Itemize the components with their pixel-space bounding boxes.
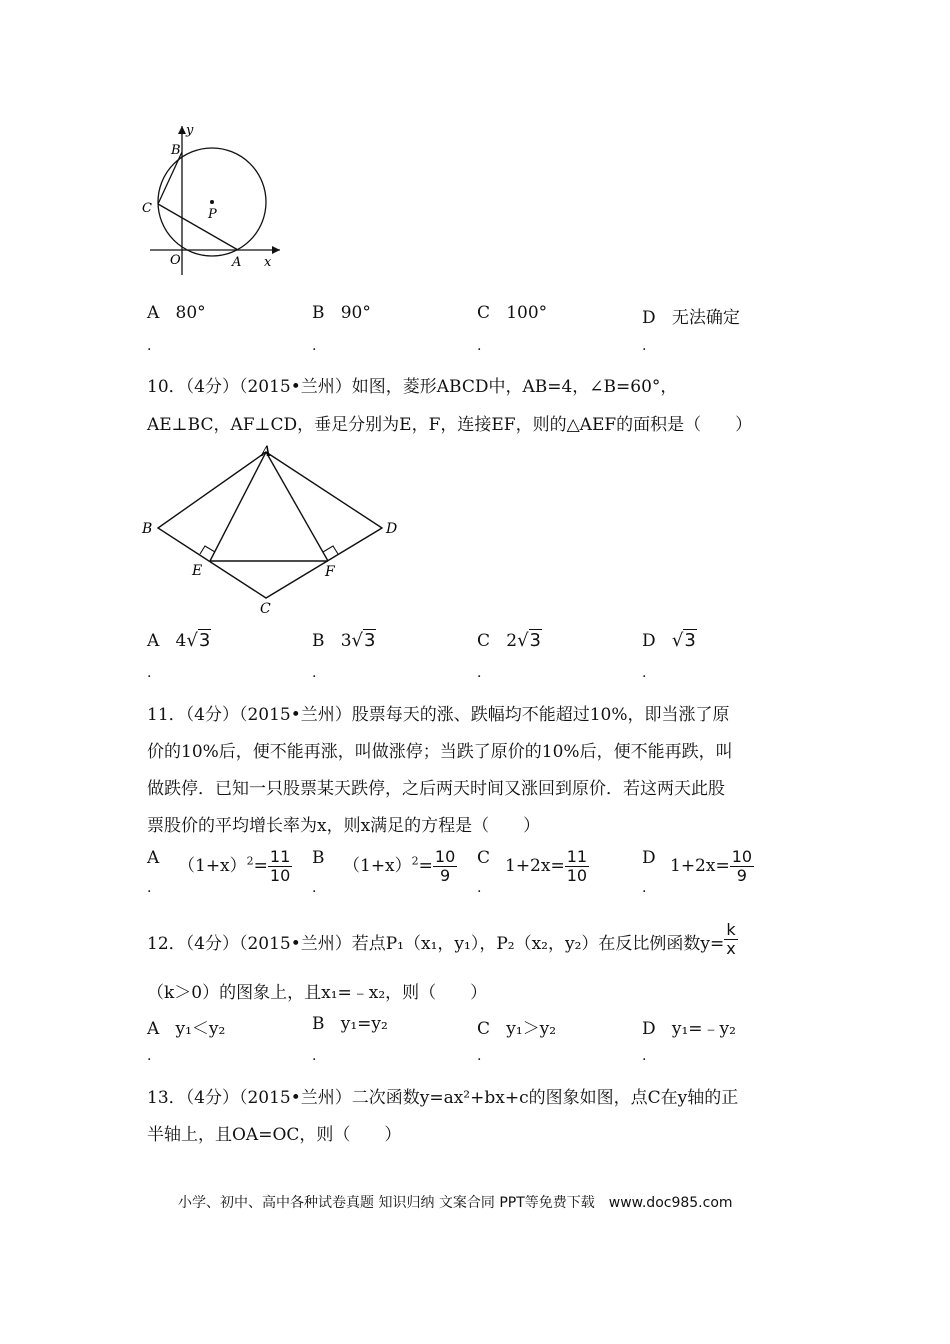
q11-line2: 价的10%后，便不能再涨，叫做涨停；当跌了原价的10%后，便不能再跌，叫	[147, 742, 733, 762]
q12-option-d: D y₁=﹣y₂	[642, 1019, 736, 1039]
q11-option-c: 1+2x= $\frac{11}{10}$	[505, 847, 588, 885]
q11-option-b: $(1+x)^2=$ $\frac{10}{9}$	[343, 847, 456, 885]
q9-label-P: P	[208, 207, 217, 222]
q9-option-b: B 90°	[312, 303, 371, 323]
q11-line1: 11．（4分）（2015•兰州）股票每天的涨、跌幅均不能超过10%，即当涨了原	[147, 705, 730, 725]
q13-line1: 13．（4分）（2015•兰州）二次函数y=ax²+bx+c的图象如图，点C在y轴的正	[147, 1088, 739, 1108]
q9-label-A: A	[232, 255, 242, 270]
q10-option-b: B 3√3	[312, 630, 376, 651]
q9-label-y: y	[186, 123, 194, 138]
q11-line3: 做跌停．已知一只股票某天跌停，之后两天时间又涨回到原价．若这两天此股	[147, 779, 725, 799]
q9-label-C: C	[142, 201, 152, 216]
q11-option-a-letter: A	[147, 848, 160, 868]
q11-option-d: 1+2x= $\frac{10}{9}$	[670, 847, 753, 885]
q9-option-c: C 100°	[477, 303, 548, 323]
q10-label-A: A	[261, 444, 272, 460]
q11-option-d-letter: D	[642, 848, 656, 868]
q10-label-F: F	[325, 564, 335, 580]
q9-label-B: B	[171, 143, 181, 158]
q12-line1: 12．（4分）（2015•兰州）若点P₁（x₁，y₁），P₂（x₂，y₂）在反比例函数y= $\frac{k}{x}$	[147, 920, 736, 958]
q12-option-b: B y₁=y₂	[312, 1014, 388, 1034]
q11-option-a: $(1+x)^2=$ $\frac{11}{10}$	[178, 847, 291, 885]
q10-option-c: C 2√3	[477, 630, 541, 651]
q13-line2: 半轴上，且OA=OC，则（ ）	[147, 1125, 402, 1145]
q10-line2: AE⊥BC，AF⊥CD，垂足分别为E，F，连接EF，则的△AEF的面积是（ ）	[147, 415, 753, 435]
q9-figure	[140, 120, 290, 280]
q10-line1: 10．（4分）（2015•兰州）如图，菱形ABCD中，AB=4，∠B=60°，	[147, 377, 678, 397]
q9-option-d: D 无法确定	[642, 308, 740, 328]
q10-label-C: C	[260, 601, 271, 617]
page-footer: 小学、初中、高中各种试卷真题 知识归纳 文案合同 PPT等免费下载 www.doc985.com	[178, 1195, 733, 1211]
q11-line4: 票股价的平均增长率为x，则x满足的方程是（ ）	[147, 816, 541, 836]
q10-label-B: B	[142, 521, 153, 537]
q10-label-D: D	[386, 521, 398, 537]
q9-label-x: x	[264, 255, 272, 270]
q10-figure	[138, 440, 408, 620]
q9-option-a: A 80°	[147, 303, 206, 323]
q12-option-a: A y₁＜y₂	[147, 1019, 226, 1039]
q10-option-a: A 4√3	[147, 630, 211, 651]
q9-label-O: O	[170, 253, 181, 268]
q11-option-c-letter: C	[477, 848, 491, 868]
q12-option-c: C y₁＞y₂	[477, 1019, 557, 1039]
q12-line2: （k＞0）的图象上，且x₁=﹣x₂，则（ ）	[147, 983, 488, 1003]
q10-label-E: E	[192, 563, 203, 579]
q10-option-d: D √3	[642, 630, 696, 651]
q11-option-b-letter: B	[312, 848, 325, 868]
